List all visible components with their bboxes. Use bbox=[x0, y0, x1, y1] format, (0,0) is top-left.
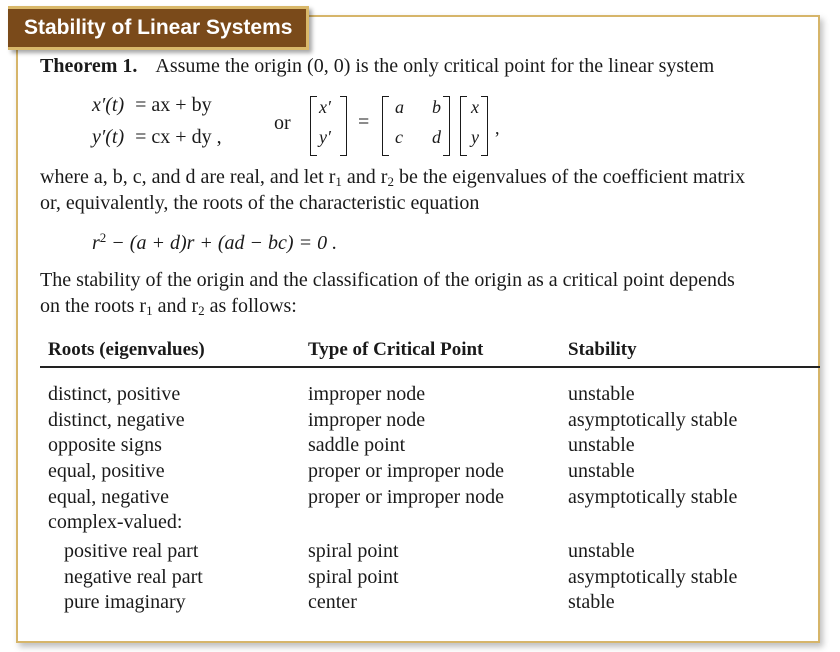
table-cell-roots: distinct, negative bbox=[48, 409, 185, 431]
bracket-left-2 bbox=[382, 96, 389, 156]
eq1-lhs: x′(t) bbox=[92, 94, 125, 116]
sub-1b: 1 bbox=[146, 303, 153, 318]
table-cell-stability: asymptotically stable bbox=[568, 566, 738, 588]
matrix-b: b bbox=[432, 97, 441, 117]
bracket-right-1 bbox=[340, 96, 347, 156]
paragraph-stability: The stability of the origin and the classification of the origin as a critical point depends bbox=[40, 269, 735, 291]
table-cell-roots: pure imaginary bbox=[64, 591, 186, 613]
para4-a: on the roots r bbox=[40, 295, 147, 317]
table-cell-roots: negative real part bbox=[64, 566, 203, 588]
table-cell-type: spiral point bbox=[308, 566, 399, 588]
table-cell-roots: complex-valued: bbox=[48, 511, 183, 533]
sub-2: 2 bbox=[387, 174, 394, 189]
eq2-rhs: = cx + dy , bbox=[135, 126, 222, 148]
matrix-d: d bbox=[432, 127, 441, 147]
table-cell-type: proper or improper node bbox=[308, 486, 505, 508]
header-roots: Roots (eigenvalues) bbox=[48, 339, 205, 360]
char-sup: 2 bbox=[99, 230, 107, 245]
characteristic-equation bbox=[92, 230, 337, 255]
bracket-right-2 bbox=[443, 96, 450, 156]
para1-mid: and r bbox=[346, 166, 388, 188]
header-stability: Stability bbox=[568, 339, 637, 360]
char-r: r bbox=[92, 232, 100, 254]
table-cell-stability: stable bbox=[568, 591, 615, 613]
table-cell-stability: asymptotically stable bbox=[568, 409, 738, 431]
table-cell-type: proper or improper node bbox=[308, 460, 505, 482]
table-cell-stability: unstable bbox=[568, 383, 635, 405]
table-cell-stability: unstable bbox=[568, 540, 635, 562]
system-equation-1 bbox=[92, 94, 212, 117]
table-cell-stability: unstable bbox=[568, 460, 635, 482]
or-label: or bbox=[274, 112, 291, 134]
table-cell-type: spiral point bbox=[308, 540, 399, 562]
paragraph-eigenvalues bbox=[40, 166, 745, 190]
vec-top: x′ bbox=[319, 97, 331, 117]
table-cell-type: improper node bbox=[308, 409, 426, 431]
bracket-right-3 bbox=[481, 96, 488, 156]
bracket-left-3 bbox=[460, 96, 467, 156]
table-cell-type: center bbox=[308, 591, 357, 613]
table-cell-roots: equal, positive bbox=[48, 460, 165, 482]
para4-c: as follows: bbox=[209, 295, 297, 317]
eq2-lhs: y′(t) bbox=[92, 126, 125, 148]
header-type: Type of Critical Point bbox=[308, 339, 484, 360]
para1-text: where a, b, c, and d are real, and let r bbox=[40, 166, 336, 188]
table-cell-roots: positive real part bbox=[64, 540, 199, 562]
eq1-rhs: = ax + by bbox=[135, 94, 212, 116]
table-cell-stability: asymptotically stable bbox=[568, 486, 738, 508]
section-banner: Stability of Linear Systems bbox=[8, 6, 309, 50]
para1-end: be the eigenvalues of the coefficient matrix bbox=[398, 166, 746, 188]
matrix-c: c bbox=[395, 127, 403, 147]
paragraph-characteristic: or, equivalently, the roots of the characteristic equation bbox=[40, 192, 480, 214]
vec-bottom: y′ bbox=[319, 127, 331, 147]
theorem-text: Assume the origin (0, 0) is the only critical point for the linear system bbox=[155, 55, 715, 77]
table-cell-roots: distinct, positive bbox=[48, 383, 181, 405]
vec-x: x bbox=[471, 97, 479, 117]
table-cell-type: saddle point bbox=[308, 434, 406, 456]
para4-b: and r bbox=[157, 295, 199, 317]
table-cell-stability: unstable bbox=[568, 434, 635, 456]
theorem-statement bbox=[40, 55, 714, 78]
theorem-label: Theorem 1. bbox=[40, 55, 138, 77]
table-rule bbox=[40, 366, 820, 368]
matrix-a: a bbox=[395, 97, 404, 117]
matrix-comma: , bbox=[495, 118, 500, 138]
table-cell-type: improper node bbox=[308, 383, 426, 405]
table-cell-roots: equal, negative bbox=[48, 486, 170, 508]
char-rest: − (a + d)r + (ad − bc) = 0 . bbox=[111, 232, 338, 254]
paragraph-roots bbox=[40, 295, 297, 319]
system-equation-2 bbox=[92, 126, 222, 149]
table-cell-roots: opposite signs bbox=[48, 434, 162, 456]
vec-y: y bbox=[471, 127, 479, 147]
bracket-left-1 bbox=[310, 96, 317, 156]
matrix-equals: = bbox=[358, 111, 370, 133]
sub-2b: 2 bbox=[198, 303, 205, 318]
sub-1: 1 bbox=[335, 174, 342, 189]
